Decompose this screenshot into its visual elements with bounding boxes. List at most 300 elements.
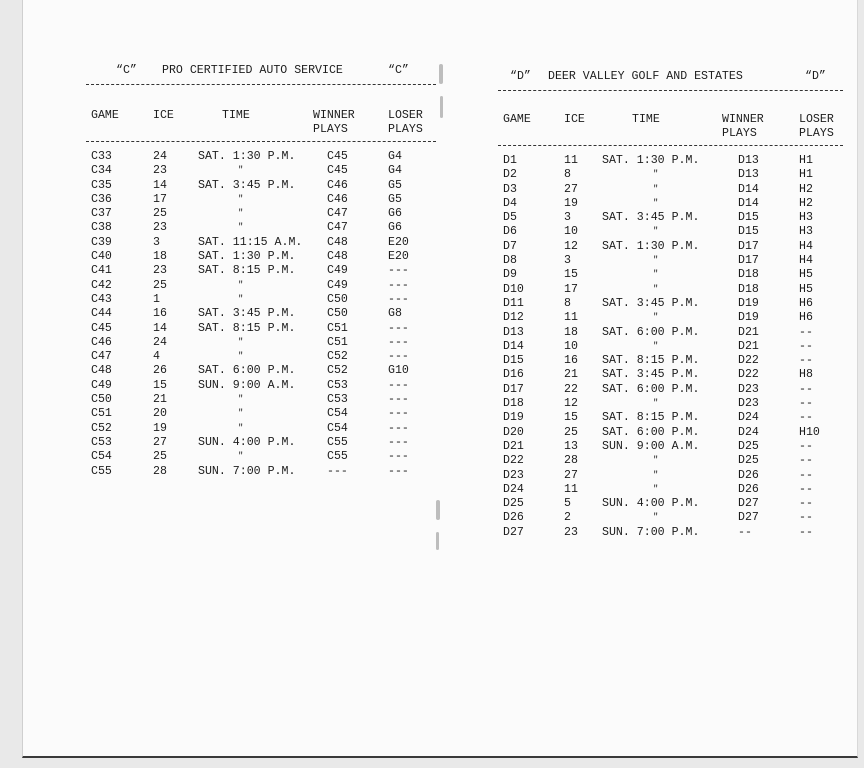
table-row: [498, 383, 843, 397]
binder-clip-top-lower: [440, 96, 443, 118]
winner-plays-cell: ---: [327, 464, 348, 478]
time-cell: ": [653, 512, 659, 523]
winner-plays-cell: C53: [327, 393, 348, 407]
loser-plays-cell: G5: [388, 192, 402, 206]
time-cell: ": [653, 169, 659, 180]
table-row: [86, 236, 436, 250]
ice-cell: 13: [564, 439, 578, 453]
header-ice: ICE: [564, 113, 585, 126]
ice-cell: 21: [564, 368, 578, 382]
loser-plays-cell: G10: [388, 364, 409, 378]
time-cell: ": [238, 193, 244, 204]
game-cell: D3: [503, 182, 517, 196]
section-d-header-rule: [498, 145, 843, 146]
ice-cell: 11: [564, 311, 578, 325]
game-cell: C40: [91, 250, 112, 264]
table-row: [498, 183, 843, 197]
game-cell: D10: [503, 282, 524, 296]
time-cell: ": [238, 394, 244, 405]
table-row: [498, 469, 843, 483]
table-row: [86, 307, 436, 321]
time-cell: ": [653, 483, 659, 494]
game-cell: C41: [91, 264, 112, 278]
ice-cell: 8: [564, 296, 571, 310]
winner-plays-cell: C48: [327, 235, 348, 249]
header-game: GAME: [503, 113, 531, 126]
ice-cell: 18: [564, 325, 578, 339]
time-cell: ": [653, 269, 659, 280]
game-cell: D12: [503, 311, 524, 325]
loser-plays-cell: H5: [799, 268, 813, 282]
game-cell: C53: [91, 435, 112, 449]
loser-plays-cell: G5: [388, 178, 402, 192]
ice-cell: 4: [153, 350, 160, 364]
ice-cell: 10: [564, 225, 578, 239]
loser-plays-cell: --: [799, 482, 813, 496]
winner-plays-cell: C55: [327, 435, 348, 449]
game-cell: C34: [91, 164, 112, 178]
time-cell: SAT. 6:00 P.M.: [198, 364, 296, 378]
loser-plays-cell: --: [799, 354, 813, 368]
loser-plays-cell: ---: [388, 321, 409, 335]
game-cell: D7: [503, 239, 517, 253]
loser-plays-cell: G4: [388, 150, 402, 163]
table-row: [86, 150, 436, 164]
loser-plays-cell: H3: [799, 225, 813, 239]
time-cell: SAT. 11:15 A.M.: [198, 235, 303, 249]
ice-cell: 15: [564, 411, 578, 425]
ice-cell: 14: [153, 178, 167, 192]
table-row: [498, 426, 843, 440]
time-cell: ": [653, 398, 659, 409]
winner-plays-cell: D15: [738, 225, 759, 239]
game-cell: D19: [503, 411, 524, 425]
winner-plays-cell: D25: [738, 439, 759, 453]
game-cell: C35: [91, 178, 112, 192]
section-c-header-rule: [86, 141, 436, 142]
time-cell: SAT. 3:45 P.M.: [602, 296, 700, 310]
time-cell: ": [653, 469, 659, 480]
game-cell: D17: [503, 382, 524, 396]
loser-plays-cell: --: [799, 497, 813, 511]
ice-cell: 27: [564, 468, 578, 482]
section-c-table: [86, 64, 436, 479]
ice-cell: 15: [153, 378, 167, 392]
ice-cell: 19: [564, 196, 578, 210]
loser-plays-cell: H6: [799, 311, 813, 325]
loser-plays-cell: --: [799, 382, 813, 396]
table-row: [86, 179, 436, 193]
winner-plays-cell: D22: [738, 368, 759, 382]
table-row: [498, 340, 843, 354]
time-cell: ": [653, 255, 659, 266]
game-cell: D13: [503, 325, 524, 339]
winner-plays-cell: D27: [738, 511, 759, 525]
ice-cell: 3: [564, 254, 571, 268]
section-d-title-row: [498, 70, 843, 86]
ice-cell: 17: [564, 282, 578, 296]
ice-cell: 18: [153, 250, 167, 264]
ice-cell: 1: [153, 292, 160, 306]
ice-cell: 25: [564, 425, 578, 439]
table-row: [86, 193, 436, 207]
scanned-page: [22, 0, 858, 758]
game-cell: C46: [91, 335, 112, 349]
time-cell: ": [653, 340, 659, 351]
time-cell: SUN. 9:00 A.M.: [198, 378, 296, 392]
time-cell: SAT. 1:30 P.M.: [198, 250, 296, 264]
loser-plays-cell: ---: [388, 335, 409, 349]
game-cell: C52: [91, 421, 112, 435]
time-cell: SUN. 4:00 P.M.: [198, 435, 296, 449]
ice-cell: 25: [153, 207, 167, 221]
table-row: [498, 154, 843, 168]
game-cell: D20: [503, 425, 524, 439]
time-cell: ": [238, 408, 244, 419]
table-row: [498, 297, 843, 311]
table-row: [86, 422, 436, 436]
loser-plays-cell: H5: [799, 282, 813, 296]
ice-cell: 25: [153, 450, 167, 464]
time-cell: ": [238, 165, 244, 176]
winner-plays-cell: C47: [327, 207, 348, 221]
game-cell: C38: [91, 221, 112, 235]
loser-plays-cell: --: [799, 411, 813, 425]
time-cell: ": [653, 283, 659, 294]
section-d-letter-left: “D”: [510, 70, 531, 83]
ice-cell: 23: [153, 221, 167, 235]
game-cell: D4: [503, 196, 517, 210]
game-cell: D23: [503, 468, 524, 482]
loser-plays-cell: ---: [388, 350, 409, 364]
ice-cell: 28: [564, 454, 578, 468]
game-cell: D16: [503, 368, 524, 382]
loser-plays-cell: ---: [388, 450, 409, 464]
loser-plays-cell: ---: [388, 393, 409, 407]
table-row: [86, 164, 436, 178]
winner-plays-cell: D19: [738, 296, 759, 310]
ice-cell: 10: [564, 339, 578, 353]
winner-plays-cell: C50: [327, 307, 348, 321]
game-cell: C51: [91, 407, 112, 421]
section-c-top-rule: [86, 84, 436, 85]
ice-cell: 26: [153, 364, 167, 378]
table-row: [86, 379, 436, 393]
ice-cell: 12: [564, 397, 578, 411]
table-row: [498, 526, 843, 540]
loser-plays-cell: --: [799, 525, 813, 539]
header-ice: ICE: [153, 109, 174, 122]
game-cell: C37: [91, 207, 112, 221]
loser-plays-cell: ---: [388, 264, 409, 278]
loser-plays-cell: E20: [388, 235, 409, 249]
winner-plays-cell: D26: [738, 482, 759, 496]
game-cell: D9: [503, 268, 517, 282]
table-row: [86, 465, 436, 479]
section-d-header: [498, 113, 843, 143]
game-cell: C33: [91, 150, 112, 163]
loser-plays-cell: ---: [388, 407, 409, 421]
table-row: [498, 497, 843, 511]
winner-plays-cell: D21: [738, 339, 759, 353]
time-cell: SAT. 6:00 P.M.: [602, 382, 700, 396]
time-cell: SAT. 1:30 P.M.: [198, 150, 296, 163]
ice-cell: 5: [564, 497, 571, 511]
winner-plays-cell: D13: [738, 168, 759, 182]
loser-plays-cell: H3: [799, 211, 813, 225]
table-row: [498, 511, 843, 525]
winner-plays-cell: C52: [327, 364, 348, 378]
winner-plays-cell: D14: [738, 182, 759, 196]
table-row: [498, 454, 843, 468]
table-row: [498, 240, 843, 254]
loser-plays-cell: --: [799, 454, 813, 468]
loser-plays-cell: H2: [799, 182, 813, 196]
loser-plays-cell: H1: [799, 168, 813, 182]
winner-plays-cell: C45: [327, 150, 348, 163]
section-c-title: PRO CERTIFIED AUTO SERVICE: [162, 64, 343, 77]
winner-plays-cell: D17: [738, 239, 759, 253]
binder-clip-bottom: [436, 500, 440, 520]
winner-plays-cell: D19: [738, 311, 759, 325]
header-game: GAME: [91, 109, 119, 122]
loser-plays-cell: H2: [799, 196, 813, 210]
ice-cell: 3: [564, 211, 571, 225]
time-cell: SAT. 8:15 P.M.: [602, 354, 700, 368]
game-cell: C45: [91, 321, 112, 335]
loser-plays-cell: ---: [388, 421, 409, 435]
header-time: TIME: [632, 113, 660, 126]
table-row: [498, 411, 843, 425]
time-cell: SUN. 7:00 P.M.: [602, 525, 700, 539]
time-cell: ": [238, 336, 244, 347]
section-d-top-rule: [498, 90, 843, 91]
table-row: [86, 393, 436, 407]
game-cell: C42: [91, 278, 112, 292]
time-cell: SAT. 3:45 P.M.: [602, 368, 700, 382]
ice-cell: 8: [564, 168, 571, 182]
time-cell: SAT. 1:30 P.M.: [602, 154, 700, 167]
game-cell: C43: [91, 292, 112, 306]
time-cell: ": [653, 197, 659, 208]
winner-plays-cell: C47: [327, 221, 348, 235]
ice-cell: 20: [153, 407, 167, 421]
time-cell: ": [238, 222, 244, 233]
loser-plays-cell: ---: [388, 464, 409, 478]
winner-plays-cell: D15: [738, 211, 759, 225]
game-cell: C49: [91, 378, 112, 392]
loser-plays-cell: G6: [388, 221, 402, 235]
winner-plays-cell: D26: [738, 468, 759, 482]
time-cell: ": [653, 455, 659, 466]
winner-plays-cell: C46: [327, 192, 348, 206]
ice-cell: 16: [153, 307, 167, 321]
winner-plays-cell: D24: [738, 411, 759, 425]
time-cell: SUN. 7:00 P.M.: [198, 464, 296, 478]
game-cell: D11: [503, 296, 524, 310]
ice-cell: 24: [153, 335, 167, 349]
table-row: [86, 364, 436, 378]
time-cell: ": [238, 279, 244, 290]
loser-plays-cell: --: [799, 325, 813, 339]
time-cell: SAT. 8:15 P.M.: [198, 321, 296, 335]
loser-plays-cell: ---: [388, 292, 409, 306]
header-winner-plays: WINNER PLAYS: [722, 113, 764, 140]
binder-clip-bottom-lower: [436, 532, 439, 550]
game-cell: C50: [91, 393, 112, 407]
table-row: [498, 268, 843, 282]
game-cell: C55: [91, 464, 112, 478]
table-row: [498, 283, 843, 297]
winner-plays-cell: C51: [327, 335, 348, 349]
table-row: [86, 279, 436, 293]
loser-plays-cell: --: [799, 397, 813, 411]
ice-cell: 27: [564, 182, 578, 196]
ice-cell: 19: [153, 421, 167, 435]
game-cell: C39: [91, 235, 112, 249]
ice-cell: 15: [564, 268, 578, 282]
time-cell: ": [238, 422, 244, 433]
time-cell: ": [238, 208, 244, 219]
table-row: [498, 483, 843, 497]
game-cell: D22: [503, 454, 524, 468]
time-cell: SUN. 4:00 P.M.: [602, 497, 700, 511]
table-row: [498, 197, 843, 211]
winner-plays-cell: C55: [327, 450, 348, 464]
table-row: [86, 207, 436, 221]
winner-plays-cell: D14: [738, 196, 759, 210]
loser-plays-cell: --: [799, 339, 813, 353]
game-cell: C48: [91, 364, 112, 378]
game-cell: D6: [503, 225, 517, 239]
table-row: [498, 326, 843, 340]
section-d-rows: [498, 154, 843, 540]
ice-cell: 22: [564, 382, 578, 396]
table-row: [86, 450, 436, 464]
ice-cell: 17: [153, 192, 167, 206]
ice-cell: 12: [564, 239, 578, 253]
table-row: [86, 250, 436, 264]
time-cell: ": [238, 351, 244, 362]
header-loser-plays: LOSER PLAYS: [388, 109, 423, 136]
winner-plays-cell: C48: [327, 250, 348, 264]
time-cell: ": [653, 183, 659, 194]
ice-cell: 25: [153, 278, 167, 292]
winner-plays-cell: --: [738, 525, 752, 539]
time-cell: SAT. 8:15 P.M.: [602, 411, 700, 425]
ice-cell: 23: [153, 264, 167, 278]
winner-plays-cell: D21: [738, 325, 759, 339]
ice-cell: 23: [153, 164, 167, 178]
ice-cell: 11: [564, 154, 578, 167]
ice-cell: 11: [564, 482, 578, 496]
ice-cell: 24: [153, 150, 167, 163]
time-cell: ": [238, 451, 244, 462]
loser-plays-cell: H4: [799, 239, 813, 253]
table-row: [498, 211, 843, 225]
time-cell: SAT. 1:30 P.M.: [602, 239, 700, 253]
game-cell: D26: [503, 511, 524, 525]
loser-plays-cell: --: [799, 468, 813, 482]
section-c-rows: [86, 150, 436, 479]
section-c-title-row: [86, 64, 436, 80]
loser-plays-cell: --: [799, 511, 813, 525]
table-row: [498, 440, 843, 454]
ice-cell: 2: [564, 511, 571, 525]
section-c-header: [86, 109, 436, 139]
header-time: TIME: [222, 109, 250, 122]
section-d-title: DEER VALLEY GOLF AND ESTATES: [548, 70, 743, 83]
section-d-letter-right: “D”: [805, 70, 826, 83]
header-winner-plays: WINNER PLAYS: [313, 109, 355, 136]
winner-plays-cell: D13: [738, 154, 759, 167]
game-cell: C54: [91, 450, 112, 464]
game-cell: D21: [503, 439, 524, 453]
section-c-letter-right: “C”: [388, 64, 409, 77]
ice-cell: 3: [153, 235, 160, 249]
ice-cell: 16: [564, 354, 578, 368]
table-row: [498, 397, 843, 411]
winner-plays-cell: D18: [738, 282, 759, 296]
loser-plays-cell: H4: [799, 254, 813, 268]
loser-plays-cell: G6: [388, 207, 402, 221]
game-cell: D5: [503, 211, 517, 225]
time-cell: SAT. 3:45 P.M.: [602, 211, 700, 225]
section-d-table: [498, 70, 843, 540]
time-cell: ": [653, 312, 659, 323]
game-cell: C36: [91, 192, 112, 206]
game-cell: D25: [503, 497, 524, 511]
table-row: [86, 322, 436, 336]
winner-plays-cell: C50: [327, 292, 348, 306]
ice-cell: 14: [153, 321, 167, 335]
table-row: [498, 254, 843, 268]
game-cell: C47: [91, 350, 112, 364]
header-loser-plays: LOSER PLAYS: [799, 113, 834, 140]
table-row: [86, 350, 436, 364]
table-row: [86, 336, 436, 350]
winner-plays-cell: C53: [327, 378, 348, 392]
time-cell: SAT. 6:00 P.M.: [602, 325, 700, 339]
section-c-letter-left: “C”: [116, 64, 137, 77]
loser-plays-cell: ---: [388, 378, 409, 392]
loser-plays-cell: H10: [799, 425, 820, 439]
winner-plays-cell: D27: [738, 497, 759, 511]
table-row: [86, 293, 436, 307]
binder-clip-top: [439, 64, 443, 84]
table-row: [498, 354, 843, 368]
time-cell: SAT. 3:45 P.M.: [198, 307, 296, 321]
ice-cell: 21: [153, 393, 167, 407]
ice-cell: 28: [153, 464, 167, 478]
table-row: [86, 436, 436, 450]
time-cell: SAT. 3:45 P.M.: [198, 178, 296, 192]
winner-plays-cell: D18: [738, 268, 759, 282]
winner-plays-cell: C54: [327, 421, 348, 435]
winner-plays-cell: D22: [738, 354, 759, 368]
ice-cell: 23: [564, 525, 578, 539]
game-cell: D27: [503, 525, 524, 539]
table-row: [498, 168, 843, 182]
loser-plays-cell: H8: [799, 368, 813, 382]
winner-plays-cell: D17: [738, 254, 759, 268]
game-cell: D8: [503, 254, 517, 268]
loser-plays-cell: ---: [388, 435, 409, 449]
loser-plays-cell: H6: [799, 296, 813, 310]
loser-plays-cell: ---: [388, 278, 409, 292]
game-cell: D2: [503, 168, 517, 182]
table-row: [86, 221, 436, 235]
